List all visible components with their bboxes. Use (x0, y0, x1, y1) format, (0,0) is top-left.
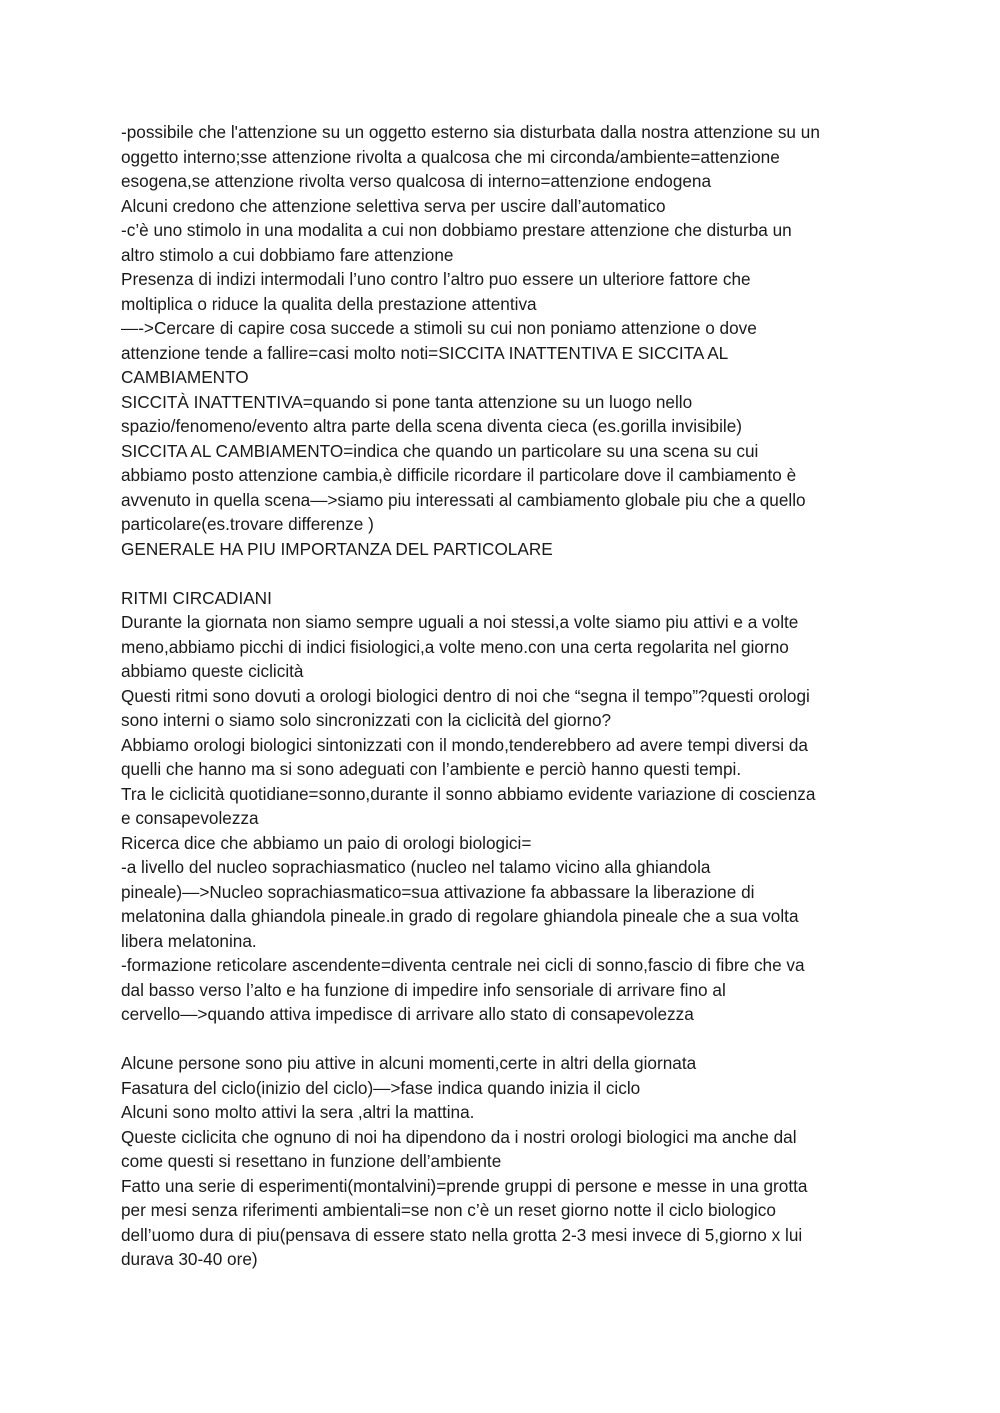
text-line: attenzione tende a fallire=casi molto noti=SICCITA INATTENTIVA E SICCITA AL (121, 342, 729, 363)
text-line: avvenuto in quella scena—>siamo piu interessati al cambiamento globale piu che a quello (121, 489, 806, 510)
text-line: moltiplica o riduce la qualita della prestazione attentiva (121, 293, 537, 314)
text-line: —->Cercare di capire cosa succede a stimoli su cui non poniamo attenzione o dove (121, 318, 757, 338)
text-line: Alcune persone sono piu attive in alcuni momenti,certe in altri della giornata (121, 1053, 697, 1073)
text-line: -c’è uno stimolo in una modalita a cui non dobbiamo prestare attenzione che disturba un (121, 220, 792, 240)
text-line: SICCITA AL CAMBIAMENTO=indica che quando un particolare su una scena su cui (121, 440, 759, 461)
text-line: CAMBIAMENTO (121, 367, 249, 387)
text-line: Fatto una serie di esperimenti(montalvini)=prende gruppi di persone e messe in una grotta (121, 1175, 808, 1196)
text-line: Ricerca dice che abbiamo un paio di orologi biologici= (121, 832, 532, 853)
text-line: altro stimolo a cui dobbiamo fare attenzione (121, 244, 454, 265)
text-line: dal basso verso l’alto e ha funzione di impedire info sensoriale di arrivare fino al (121, 979, 726, 1000)
text-line: melatonina dalla ghiandola pineale.in grado di regolare ghiandola pineale che a sua volta (121, 906, 799, 926)
text-line: spazio/fenomeno/evento altra parte della scena diventa cieca (es.gorilla invisibile) (121, 416, 743, 436)
text-line: oggetto interno;sse attenzione rivolta a qualcosa che mi circonda/ambiente=attenzione (121, 146, 780, 167)
text-block (121, 586, 881, 1027)
text-line: abbiamo posto attenzione cambia,è difficile ricordare il particolare dove il cambiamento è (121, 465, 797, 485)
text-line: durava 30-40 ore) (121, 1249, 258, 1269)
text-line: Abbiamo orologi biologici sintonizzati con il mondo,tenderebbero ad avere tempi diversi da (121, 734, 808, 755)
text-line: abbiamo queste ciclicità (121, 661, 304, 681)
text-line: Alcuni sono molto attivi la sera ,altri la mattina. (121, 1102, 475, 1122)
text-block (121, 1051, 881, 1272)
text-line: meno,abbiamo picchi di indici fisiologici,a volte meno.con una certa regolarita nel giorno (121, 636, 789, 657)
text-line: e consapevolezza (121, 808, 259, 828)
text-line: Fasatura del ciclo(inizio del ciclo)—>fase indica quando inizia il ciclo (121, 1077, 641, 1098)
text-block (121, 120, 881, 561)
text-line: pineale)—>Nucleo soprachiasmatico=sua attivazione fa abbassare la liberazione di (121, 881, 755, 902)
text-line: Queste ciclicita che ognuno di noi ha dipendono da i nostri orologi biologici ma anche dal (121, 1126, 797, 1147)
document-body (121, 120, 881, 1272)
text-line: particolare(es.trovare differenze ) (121, 514, 374, 534)
text-line: GENERALE HA PIU IMPORTANZA DEL PARTICOLARE (121, 538, 553, 559)
text-line: RITMI CIRCADIANI (121, 587, 272, 608)
text-line: -formazione reticolare ascendente=diventa centrale nei cicli di sonno,fascio di fibre che va (121, 955, 805, 975)
text-line: libera melatonina. (121, 930, 257, 951)
text-line: Alcuni credono che attenzione selettiva serva per uscire dall’automatico (121, 195, 666, 216)
text-line: quelli che hanno ma si sono adeguati con l’ambiente e perciò hanno questi tempi. (121, 759, 742, 779)
paragraph-gap (121, 1027, 881, 1052)
text-line: Durante la giornata non siamo sempre uguali a noi stessi,a volte siamo piu attivi e a volte (121, 612, 799, 632)
text-line: -a livello del nucleo soprachiasmatico (nucleo nel talamo vicino alla ghiandola (121, 857, 711, 877)
text-line: dell’uomo dura di piu(pensava di essere stato nella grotta 2-3 mesi invece di 5,giorno x lui (121, 1224, 803, 1245)
text-line: Presenza di indizi intermodali l’uno contro l’altro puo essere un ulteriore fattore che (121, 269, 751, 289)
paragraph-gap (121, 561, 881, 586)
text-line: sono interni o siamo solo sincronizzati con la ciclicità del giorno? (121, 710, 612, 730)
text-line: come questi si resettano in funzione dell’ambiente (121, 1151, 502, 1171)
text-line: Questi ritmi sono dovuti a orologi biologici dentro di noi che “segna il tempo”?questi orologi (121, 685, 810, 706)
text-line: Tra le ciclicità quotidiane=sonno,durante il sonno abbiamo evidente variazione di coscienza (121, 783, 816, 804)
text-line: SICCITÀ INATTENTIVA=quando si pone tanta attenzione su un luogo nello (121, 391, 693, 412)
text-line: esogena,se attenzione rivolta verso qualcosa di interno=attenzione endogena (121, 171, 712, 191)
text-line: per mesi senza riferimenti ambientali=se non c’è un reset giorno notte il ciclo biologico (121, 1200, 776, 1220)
text-line: cervello—>quando attiva impedisce di arrivare allo stato di consapevolezza (121, 1004, 694, 1024)
text-line: -possibile che l'attenzione su un oggetto esterno sia disturbata dalla nostra attenzione su un (121, 122, 820, 142)
